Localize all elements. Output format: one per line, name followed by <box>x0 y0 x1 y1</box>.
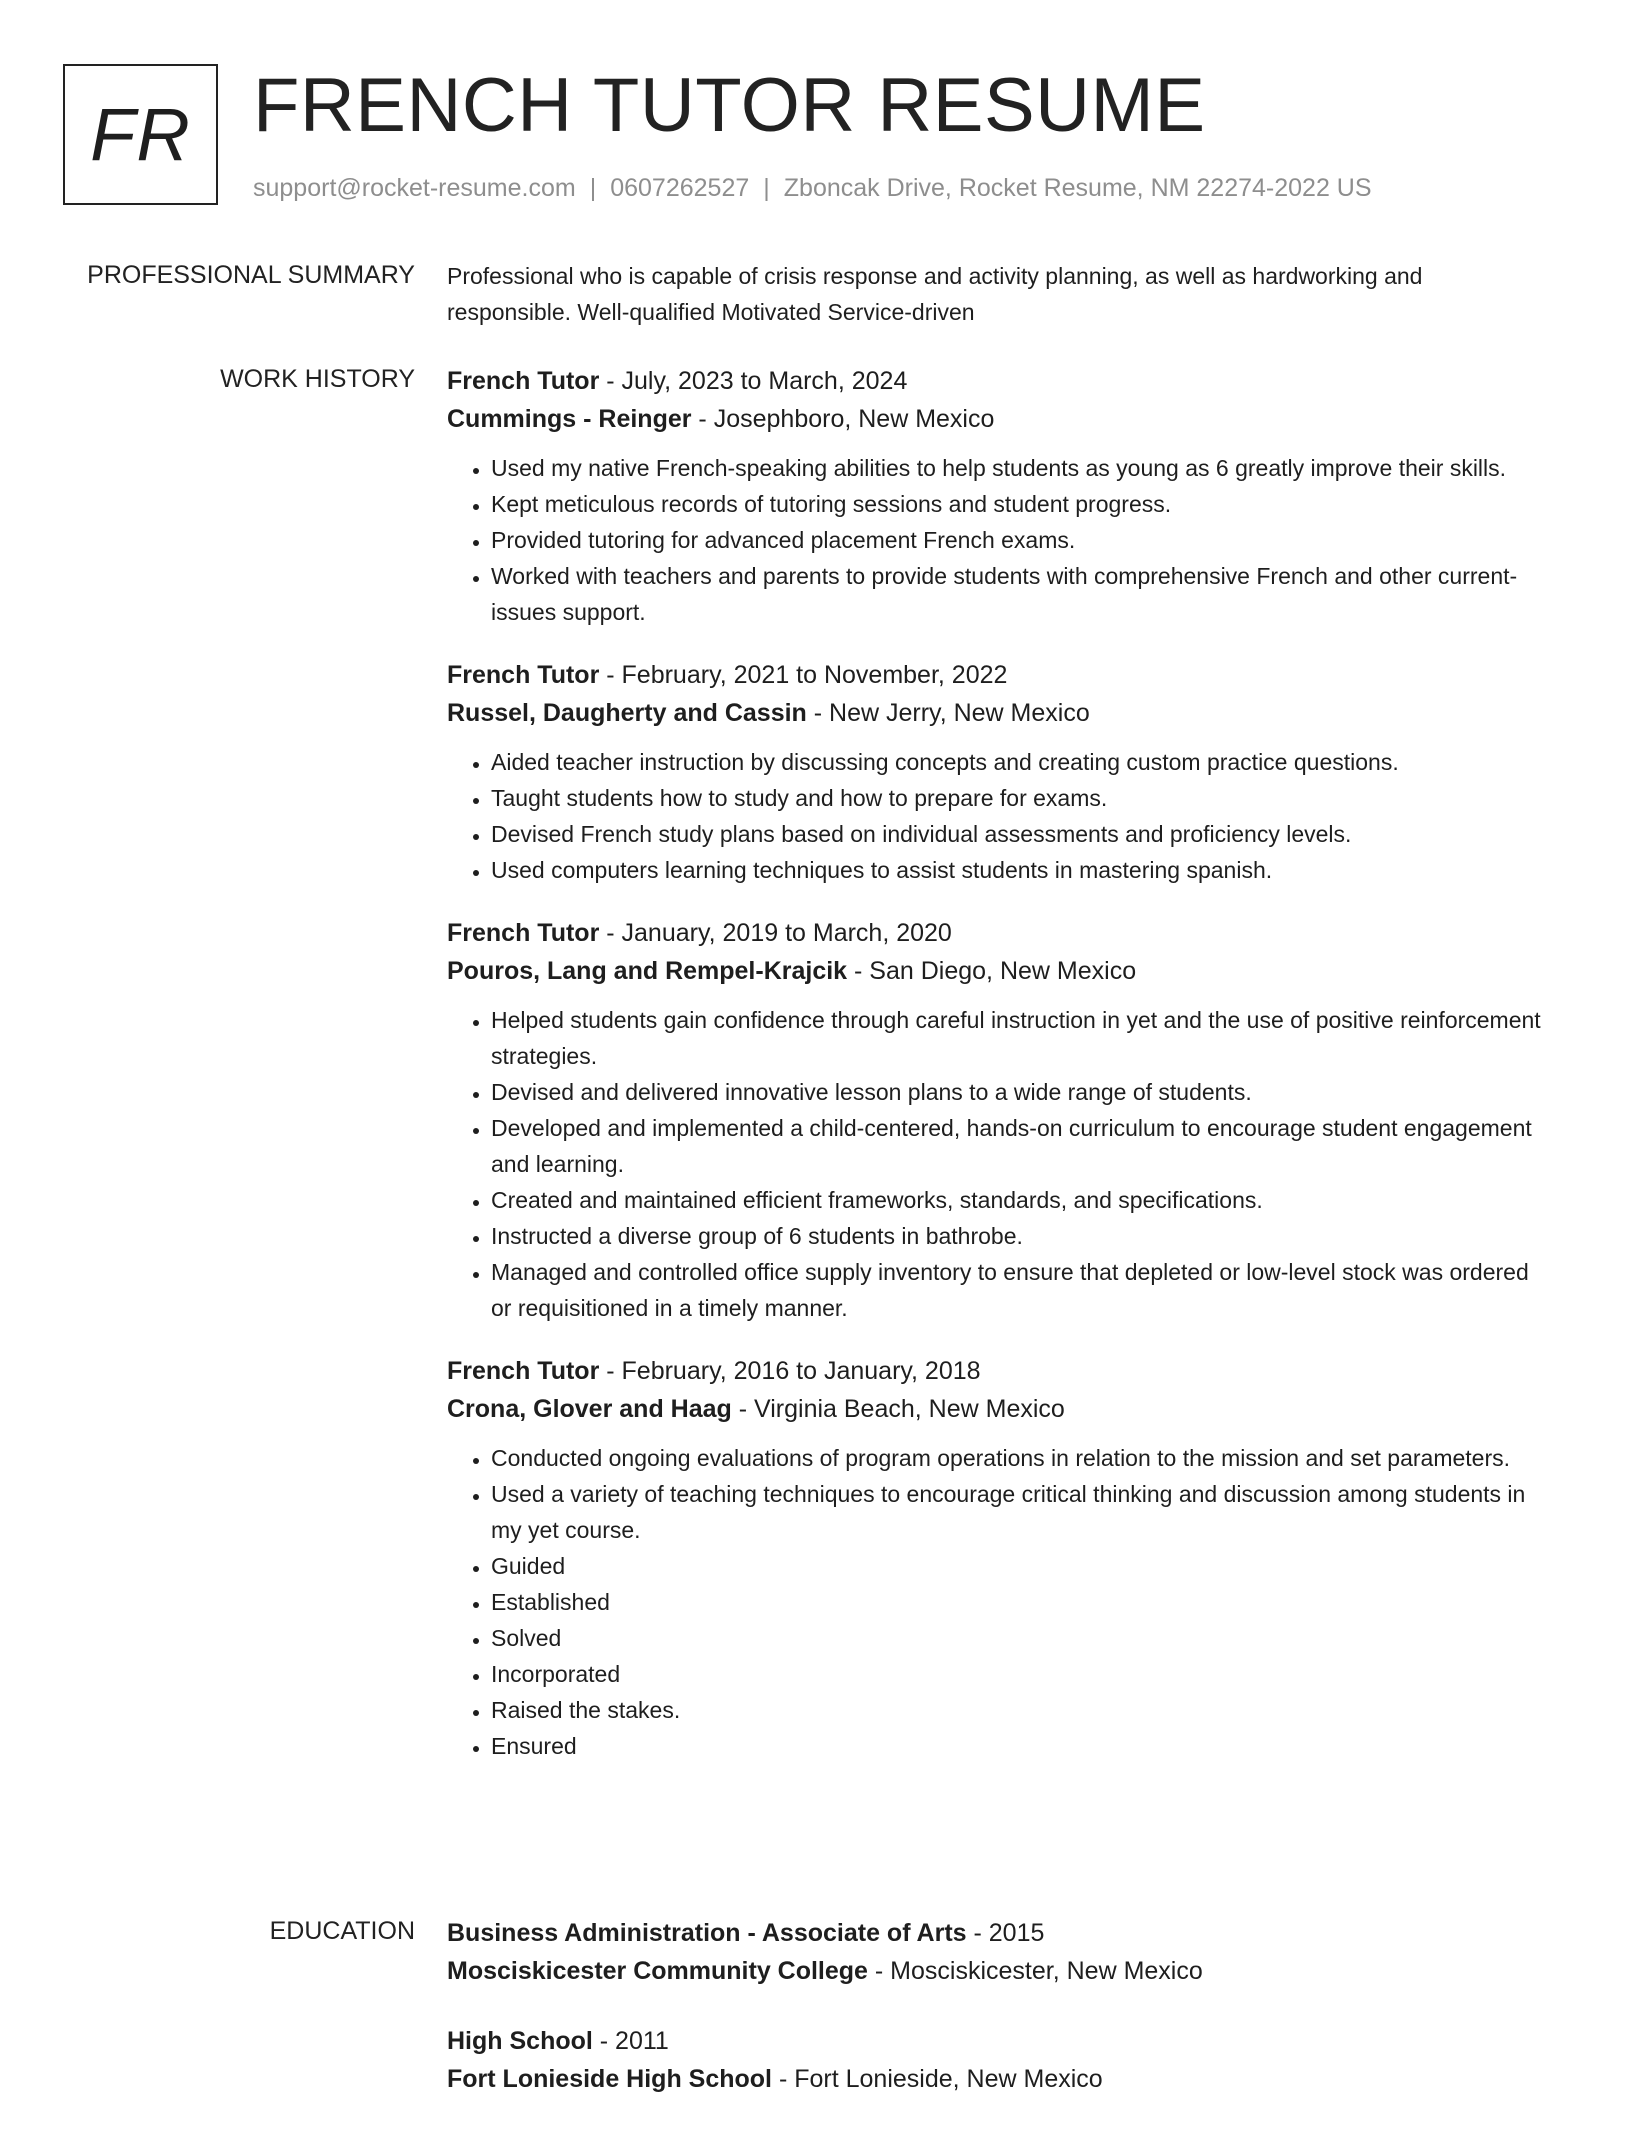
job-title-line <box>447 1352 1547 1390</box>
job-bullet: • Worked with teachers and parents to provide students with comprehensive French and other current-issues support. <box>491 558 1547 630</box>
job-location: - Josephboro, New Mexico <box>691 405 995 433</box>
education-label: EDUCATION <box>269 1917 415 1945</box>
job-bullet: • Ensured <box>491 1728 1547 1764</box>
job-company: Russel, Daugherty and Cassin <box>447 699 807 727</box>
job-bullet: • Kept meticulous records of tutoring sessions and student progress. <box>491 486 1547 522</box>
job-bullets <box>447 1002 1547 1326</box>
job-bullet: • Used a variety of teaching techniques to encourage critical thinking and discussion among students in my yet course. <box>491 1476 1547 1548</box>
job-dates: - January, 2019 to March, 2020 <box>599 919 952 947</box>
job-title-line <box>447 656 1547 694</box>
job-location: - San Diego, New Mexico <box>847 957 1137 985</box>
work-history-label: WORK HISTORY <box>220 365 415 393</box>
contact-separator: | <box>589 174 597 202</box>
job-bullet: • Raised the stakes. <box>491 1692 1547 1728</box>
job-company-line <box>447 1390 1547 1428</box>
job-location: - Virginia Beach, New Mexico <box>731 1395 1065 1423</box>
education-entry <box>447 2022 1547 2098</box>
education-entry <box>447 1914 1547 1990</box>
job-bullets <box>447 450 1547 630</box>
education-year: - 2015 <box>966 1919 1045 1947</box>
contact-address: Zboncak Drive, Rocket Resume, NM 22274-2022 US <box>783 174 1372 202</box>
job-company-line <box>447 400 1547 438</box>
contact-email: support@rocket-resume.com <box>253 174 576 202</box>
job-bullet: • Managed and controlled office supply inventory to ensure that depleted or low-level stock was ordered or requisitioned in a timely manner. <box>491 1254 1547 1326</box>
job-company: Crona, Glover and Haag <box>447 1395 732 1423</box>
job-company: Pouros, Lang and Rempel-Krajcik <box>447 957 848 985</box>
job-bullet: • Used computers learning techniques to assist students in mastering spanish. <box>491 852 1547 888</box>
job-company-line <box>447 952 1547 990</box>
education-degree: Business Administration - Associate of Arts <box>447 1919 967 1947</box>
summary-text: Professional who is capable of crisis response and activity planning, as well as hardworking and responsible. Well-qualified Motivated Service-driven <box>447 263 1423 325</box>
education-location: - Mosciskicester, New Mexico <box>867 1957 1203 1985</box>
job-bullet: • Guided <box>491 1548 1547 1584</box>
job-bullets <box>447 744 1547 888</box>
job-entry <box>447 1352 1547 1764</box>
job-location: - New Jerry, New Mexico <box>806 699 1090 727</box>
job-bullet: • Devised French study plans based on individual assessments and proficiency levels. <box>491 816 1547 852</box>
job-title: French Tutor <box>447 919 600 947</box>
contact-separator: | <box>763 174 770 202</box>
job-dates: - February, 2016 to January, 2018 <box>599 1357 981 1385</box>
job-bullet: • Developed and implemented a child-centered, hands-on curriculum to encourage student engagement and learning. <box>491 1110 1547 1182</box>
work-history-body <box>447 362 1547 1790</box>
education-location: - Fort Lonieside, New Mexico <box>772 2065 1103 2093</box>
job-bullet: • Taught students how to study and how to prepare for exams. <box>491 780 1547 816</box>
job-bullet: • Solved <box>491 1620 1547 1656</box>
job-dates: - July, 2023 to March, 2024 <box>599 367 908 395</box>
job-entry <box>447 914 1547 1326</box>
contact-line <box>253 174 1372 203</box>
job-title-line <box>447 914 1547 952</box>
education-body <box>447 1914 1547 2130</box>
job-bullet: • Conducted ongoing evaluations of program operations in relation to the mission and set parameters. <box>491 1440 1547 1476</box>
job-bullet: • Incorporated <box>491 1656 1547 1692</box>
education-school: Mosciskicester Community College <box>447 1957 868 1985</box>
education-school-line <box>447 2060 1547 2098</box>
job-bullet: • Created and maintained efficient frameworks, standards, and specifications. <box>491 1182 1547 1218</box>
job-bullet: • Devised and delivered innovative lesson plans to a wide range of students. <box>491 1074 1547 1110</box>
resume-title: FRENCH TUTOR RESUME <box>253 63 1206 148</box>
job-title-line <box>447 362 1547 400</box>
education-year: - 2011 <box>592 2027 669 2055</box>
job-bullet: • Established <box>491 1584 1547 1620</box>
education-degree-line <box>447 1914 1547 1952</box>
job-bullets <box>447 1440 1547 1764</box>
job-dates: - February, 2021 to November, 2022 <box>599 661 1008 689</box>
contact-phone: 0607262527 <box>610 174 750 202</box>
job-company-line <box>447 694 1547 732</box>
job-bullet: • Helped students gain confidence through careful instruction in yet and the use of positive reinforcement strategies. <box>491 1002 1547 1074</box>
job-bullet: • Used my native French-speaking abilities to help students as young as 6 greatly improve their skills. <box>491 450 1547 486</box>
summary-body <box>447 258 1547 330</box>
job-entry <box>447 362 1547 630</box>
job-title: French Tutor <box>447 661 600 689</box>
job-title: French Tutor <box>447 367 600 395</box>
education-degree: High School <box>447 2027 593 2055</box>
job-bullet: • Instructed a diverse group of 6 students in bathrobe. <box>491 1218 1547 1254</box>
education-school: Fort Lonieside High School <box>447 2065 772 2093</box>
job-bullet: • Aided teacher instruction by discussing concepts and creating custom practice questions. <box>491 744 1547 780</box>
resume-header <box>63 64 1563 214</box>
job-entry <box>447 656 1547 888</box>
job-company: Cummings - Reinger <box>447 405 692 433</box>
education-degree-line <box>447 2022 1547 2060</box>
summary-label: PROFESSIONAL SUMMARY <box>87 261 415 289</box>
monogram-badge: FR <box>63 64 218 205</box>
job-title: French Tutor <box>447 1357 600 1385</box>
education-school-line <box>447 1952 1547 1990</box>
job-bullet: • Provided tutoring for advanced placement French exams. <box>491 522 1547 558</box>
